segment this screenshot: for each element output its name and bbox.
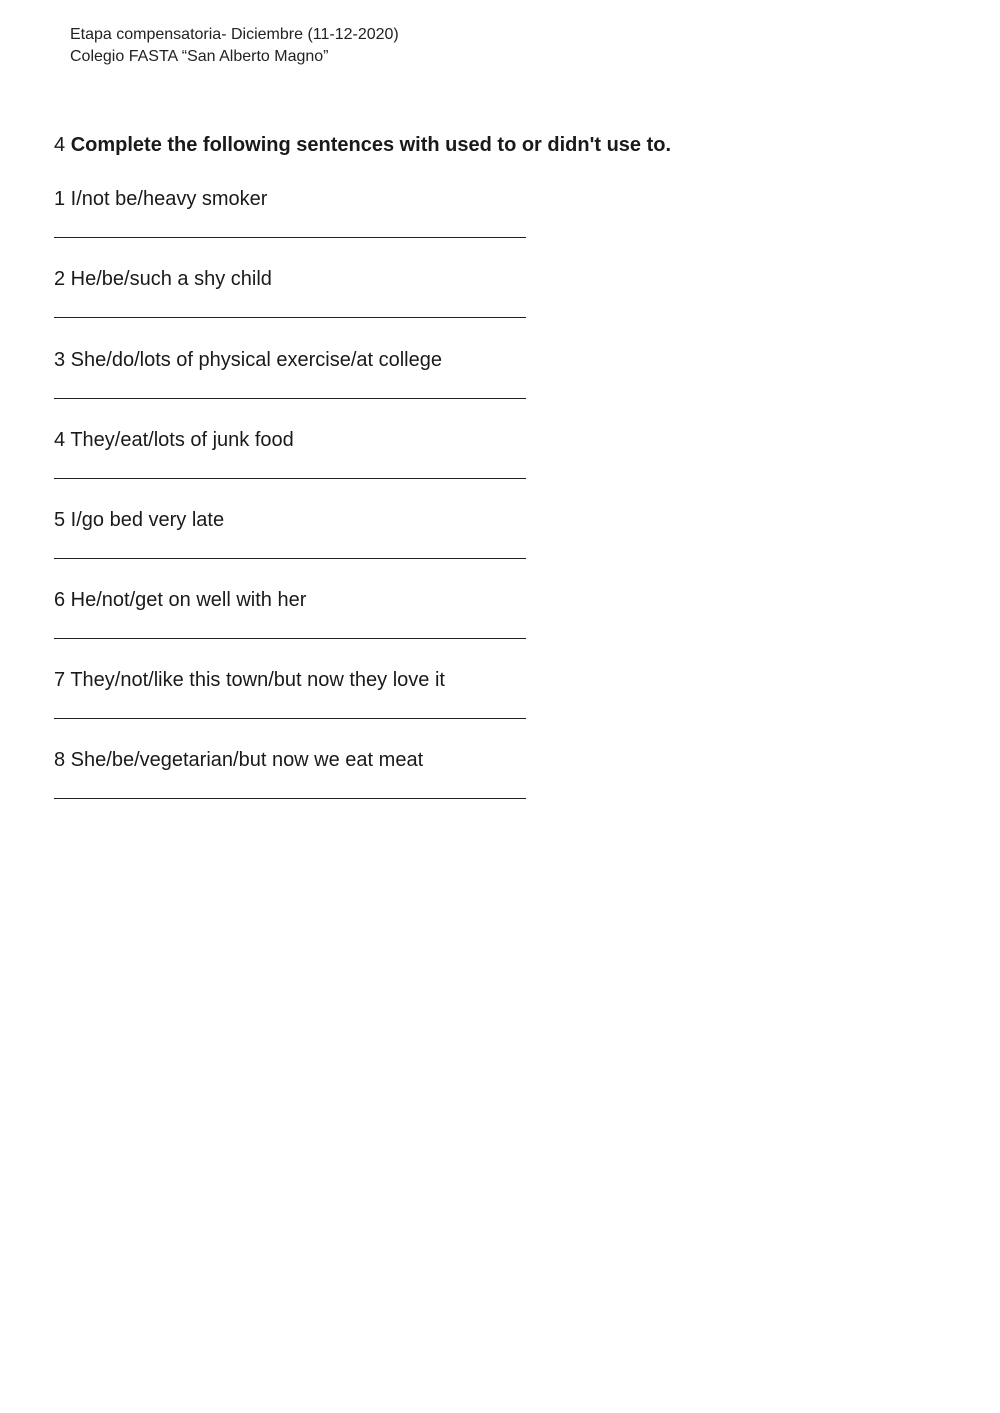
item-prompt: 7 They/not/like this town/but now they love it (54, 669, 445, 691)
answer-line[interactable] (54, 718, 526, 719)
list-item (54, 747, 534, 827)
answer-line[interactable] (54, 558, 526, 559)
list-item (54, 347, 534, 427)
item-prompt: 8 She/be/vegetarian/but now we eat meat (54, 749, 424, 771)
answer-line[interactable] (54, 638, 526, 639)
answer-line[interactable] (54, 317, 526, 318)
header-line-stage: Etapa compensatoria- Diciembre (11-12-2020) (70, 26, 399, 43)
item-prompt: 2 He/be/such a shy child (54, 268, 272, 290)
item-prompt: 5 I/go bed very late (54, 509, 225, 531)
exercise-instruction: Complete the following sentences with used to or didn't use to. (70, 134, 672, 156)
answer-line[interactable] (54, 798, 526, 799)
exercise-items (54, 186, 534, 827)
exercise-number: 4 (54, 134, 66, 156)
item-prompt: 4 They/eat/lots of junk food (54, 429, 294, 451)
answer-line[interactable] (54, 398, 526, 399)
answer-line[interactable] (54, 478, 526, 479)
list-item (54, 587, 534, 667)
document-header (70, 24, 399, 68)
list-item (54, 667, 534, 747)
item-prompt: 3 She/do/lots of physical exercise/at college (54, 349, 442, 371)
item-prompt: 6 He/not/get on well with her (54, 589, 307, 611)
exercise-heading (54, 132, 671, 158)
header-line-school: Colegio FASTA “San Alberto Magno” (70, 48, 329, 65)
list-item (54, 507, 534, 587)
list-item (54, 186, 534, 266)
answer-line[interactable] (54, 237, 526, 238)
item-prompt: 1 I/not be/heavy smoker (54, 188, 268, 210)
list-item (54, 427, 534, 507)
list-item (54, 266, 534, 347)
